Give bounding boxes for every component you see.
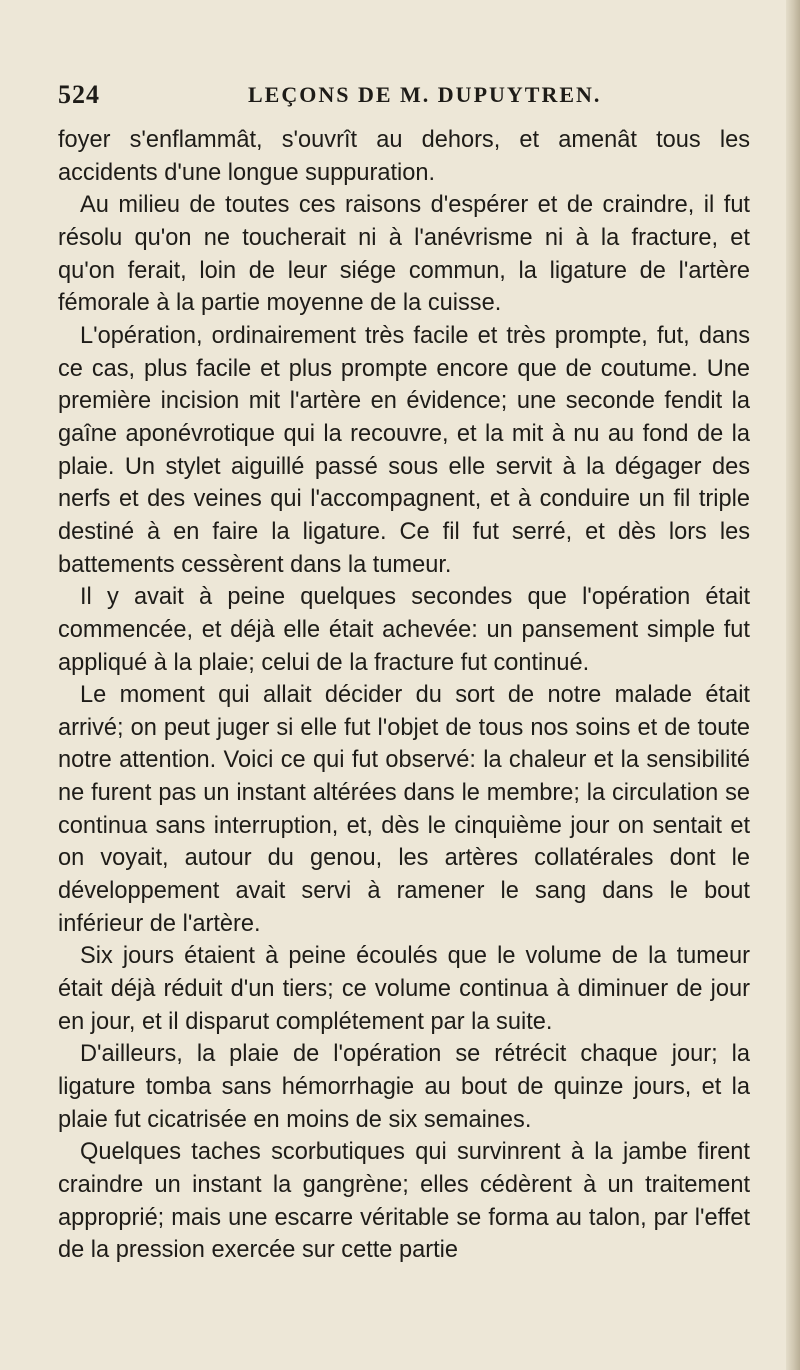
paragraph: D'ailleurs, la plaie de l'opération se rétrécit chaque jour; la ligature tomba sans hémorrhagie au bout de quinze jours, et la plaie fut cicatrisée en moins de six semaines. <box>58 1041 750 1133</box>
paragraph: L'opération, ordinairement très facile et très prompte, fut, dans ce cas, plus facile et plus prompte encore que de coutume. Une première incision mit l'artère en évidence; une seconde fendit la gaîne aponévrotique qui la recouvre, et la mit à nu au fond de la plaie. Un stylet aiguillé passé sous elle servit à la dégager des nerfs et des veines qui l'accompagnent, et à conduire un fil triple destiné à en faire la ligature. Ce fil fut serré, et dès lors les battements cessèrent dans la tumeur. <box>58 322 750 578</box>
paragraph: Six jours étaient à peine écoulés que le volume de la tumeur était déjà réduit d'un tiers; ce volume continua à diminuer de jour en jour, et il disparut complétement par la suite. <box>58 943 750 1035</box>
paragraph: Le moment qui allait décider du sort de notre malade était arrivé; on peut juger si elle fut l'objet de tous nos soins et de toute notre attention. Voici ce qui fut observé: la chaleur et la sensibilité ne furent pas un instant altérées dans le membre; la circulation se continua sans interruption, et, dès le cinquième jour on sentait et on voyait, autour du genou, les artères collatérales dont le développement avait servi à ramener le sang dans le bout inférieur de l'artère. <box>58 682 750 937</box>
page-header <box>58 80 748 120</box>
paragraph-continuation: foyer s'enflammât, s'ouvrît au dehors, et amenât tous les accidents d'une longue suppuration. <box>58 127 750 186</box>
paragraph: Il y avait à peine quelques secondes que l'opération était commencée, et déjà elle était achevée: un pansement simple fut appliqué à la plaie; celui de la fracture fut continué. <box>58 584 750 676</box>
body-text <box>58 124 750 1267</box>
page-edge-shadow <box>786 0 800 1370</box>
running-title: LEÇONS DE M. DUPUYTREN. <box>248 82 602 107</box>
paragraph: Quelques taches scorbutiques qui survinrent à la jambe firent craindre un instant la gangrène; elles cédèrent à un traitement approprié; mais une escarre véritable se forma au talon, par l'effet de la pression exercée sur cette partie <box>58 1139 750 1264</box>
page-number: 524 <box>58 80 100 109</box>
paragraph: Au milieu de toutes ces raisons d'espérer et de craindre, il fut résolu qu'on ne toucherait ni à l'anévrisme ni à la fracture, et qu'on ferait, loin de leur siége commun, la ligature de l'artère fémorale à la partie moyenne de la cuisse. <box>58 192 750 317</box>
